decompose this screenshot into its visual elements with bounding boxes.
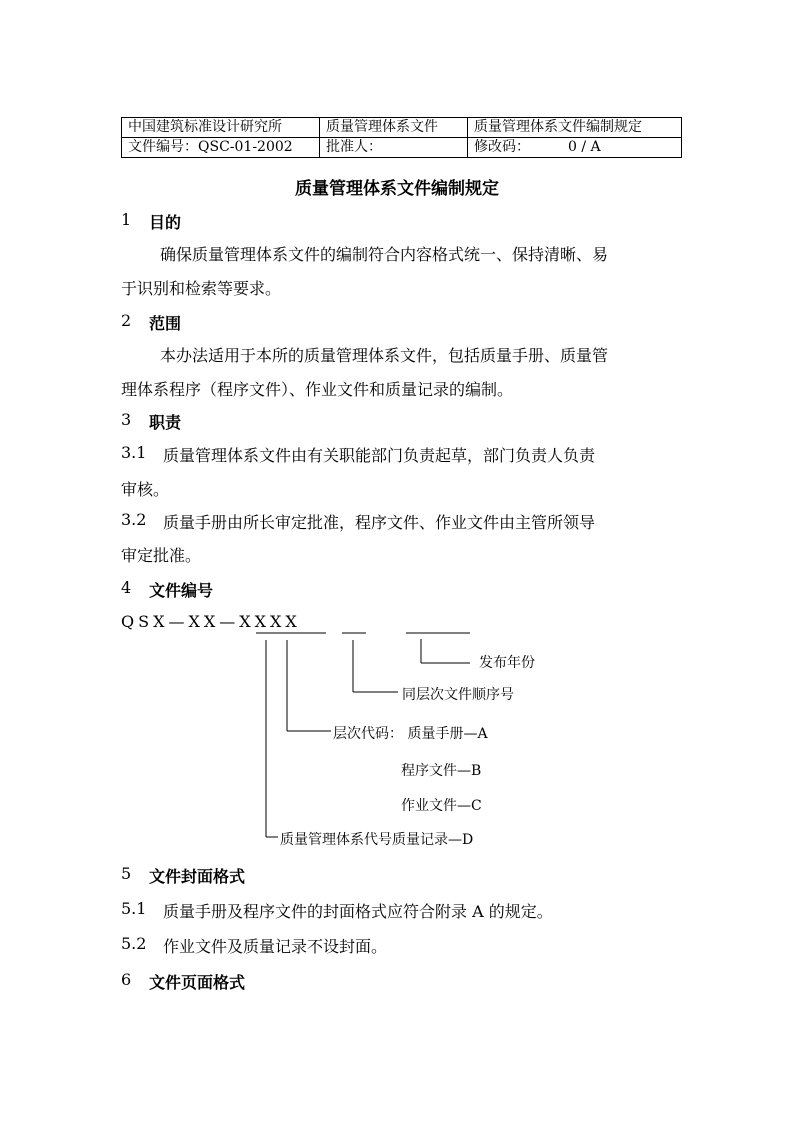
subsection-3-2-line-2: 审定批准。 xyxy=(121,546,202,565)
system-name: 质量管理体系文件 xyxy=(320,118,468,138)
label-procedure-doc: 程序文件—B xyxy=(401,763,482,779)
purpose-line-2: 于识别和检索等要求。 xyxy=(121,279,282,298)
label-sequence-number: 同层次文件顺序号 xyxy=(402,687,514,703)
document-title: 质量管理体系文件编制规定 xyxy=(295,179,499,199)
scope-line-1: 本办法适用于本所的质量管理体系文件，包括质量手册、质量管 xyxy=(160,346,609,365)
org-name: 中国建筑标准设计研究所 xyxy=(122,118,320,138)
subsection-text: 作业文件及质量记录不设封面。 xyxy=(163,937,388,956)
label-work-doc: 作业文件—C xyxy=(401,798,482,814)
revision-label: 修改码： xyxy=(474,139,530,155)
label-publish-year: 发布年份 xyxy=(479,655,535,671)
subsection-text: 质量手册由所长审定批准，程序文件、作业文件由主管所领导 xyxy=(163,513,596,532)
section-title: 文件页面格式 xyxy=(149,973,246,992)
document-name: 质量管理体系文件编制规定 xyxy=(468,118,682,138)
section-number: 5 xyxy=(121,864,132,883)
section-title: 职责 xyxy=(149,413,182,432)
section-number: 1 xyxy=(121,210,132,229)
subsection-number: 5.1 xyxy=(121,899,147,918)
section-title: 文件编号 xyxy=(149,581,214,600)
section-number: 3 xyxy=(121,410,132,429)
subsection-number: 3.2 xyxy=(121,510,147,529)
purpose-line-1: 确保质量管理体系文件的编制符合内容格式统一、保持清晰、易 xyxy=(160,245,609,264)
number-format-code: QSX—XX—XXXX xyxy=(121,612,301,631)
label-system-code: 质量管理体系代号质量记录—D xyxy=(280,832,474,848)
subsection-3-1-line-2: 审核。 xyxy=(121,480,170,499)
section-title: 目的 xyxy=(149,213,182,232)
section-number: 6 xyxy=(121,970,132,989)
section-title: 文件封面格式 xyxy=(149,867,246,886)
document-number: 文件编号：QSC-01-2002 xyxy=(122,138,320,158)
subsection-number: 5.2 xyxy=(121,934,147,953)
revision-value: 0 / A xyxy=(568,139,601,155)
subsection-text: 质量管理体系文件由有关职能部门负责起草，部门负责人负责 xyxy=(163,446,596,465)
scope-line-2: 理体系程序（程序文件）、作业文件和质量记录的编制。 xyxy=(121,380,514,399)
section-number: 4 xyxy=(121,578,132,597)
section-number: 2 xyxy=(121,311,132,330)
subsection-number: 3.1 xyxy=(121,443,147,462)
subsection-text: 质量手册及程序文件的封面格式应符合附录 A 的规定。 xyxy=(163,902,553,921)
label-level-code: 层次代码： 质量手册—A xyxy=(333,726,488,742)
approver: 批准人： xyxy=(320,138,468,158)
section-title: 范围 xyxy=(149,314,182,333)
